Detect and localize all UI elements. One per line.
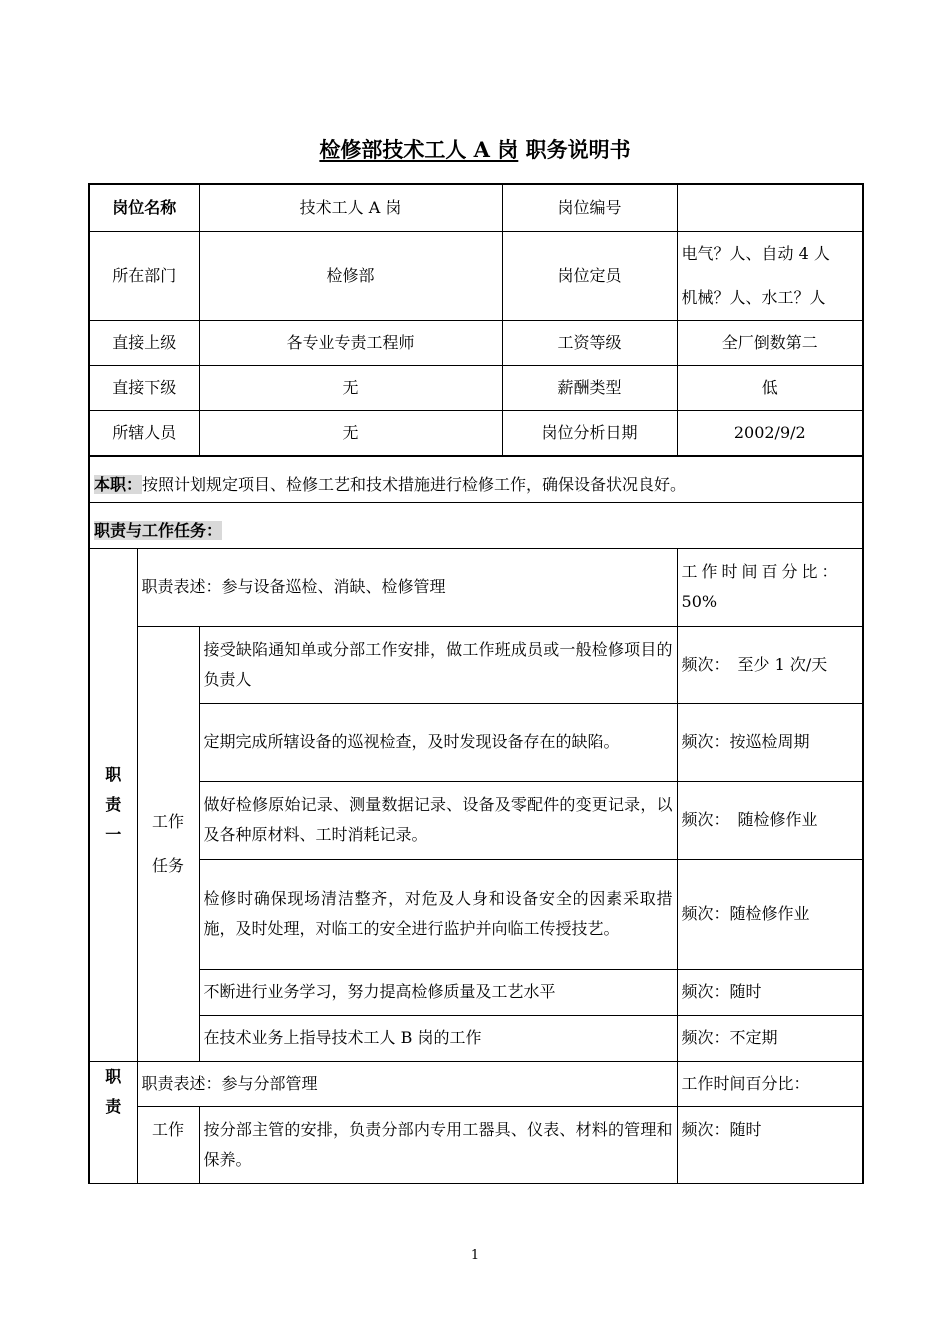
- managed-staff-value: 无: [199, 410, 502, 456]
- duty1-task-row: [89, 781, 863, 859]
- tasks-header: 职责与工作任务：: [94, 520, 223, 540]
- duty2-label-char-2: 责: [105, 1096, 122, 1116]
- subordinate-label: 直接下级: [89, 365, 199, 410]
- duty1-task-2-frequency: 频次：按巡检周期: [677, 703, 863, 781]
- info-row-subordinate: [89, 365, 863, 410]
- title-main: 检修部技术工人 A 岗: [319, 137, 519, 162]
- position-code-value: [677, 184, 863, 231]
- pay-type-label: 薪酬类型: [502, 365, 677, 410]
- grade-label: 工资等级: [502, 320, 677, 365]
- duty1-label-char-3: 一: [105, 824, 122, 844]
- tasks-header-row: [89, 502, 863, 548]
- superior-value: 各专业专责工程师: [199, 320, 502, 365]
- document-title: [0, 134, 950, 164]
- staffing-value: [677, 231, 863, 320]
- duty1-work-label-1: 工作: [152, 811, 185, 831]
- duty1-task-6-frequency: 频次：不定期: [677, 1015, 863, 1061]
- duty1-description: 职责表述：参与设备巡检、消缺、检修管理: [137, 548, 677, 626]
- department-label: 所在部门: [89, 231, 199, 320]
- tasks-header-cell: [89, 502, 863, 548]
- duty1-task-5: 不断进行业务学习，努力提高检修质量及工艺水平: [199, 969, 677, 1015]
- duty1-task-row: [89, 626, 863, 703]
- duty1-label-char-1: 职: [105, 764, 122, 784]
- duty2-percent-label: 工作时间百分比：: [677, 1061, 863, 1106]
- duty2-label-char-1: 职: [105, 1066, 122, 1086]
- title-suffix: 职务说明书: [518, 137, 631, 162]
- main-duty-row: [89, 456, 863, 502]
- duty1-task-row: [89, 859, 863, 969]
- pay-type-value: 低: [677, 365, 863, 410]
- duty1-label-char-2: 责: [105, 794, 122, 814]
- duty1-task-5-frequency: 频次：随时: [677, 969, 863, 1015]
- duty1-label: [89, 548, 137, 1061]
- duty1-description-row: [89, 548, 863, 626]
- duty2-work-label: 工作: [137, 1106, 199, 1183]
- analysis-date-label: 岗位分析日期: [502, 410, 677, 456]
- subordinate-value: 无: [199, 365, 502, 410]
- main-duty-label: 本职：: [94, 474, 143, 494]
- staffing-line-1: 电气？人、自动 4 人: [681, 243, 830, 263]
- duty2-description: 职责表述：参与分部管理: [137, 1061, 677, 1106]
- grade-value: 全厂倒数第二: [677, 320, 863, 365]
- job-description-table: [88, 183, 864, 1184]
- duty1-task-2: 定期完成所辖设备的巡视检查，及时发现设备存在的缺陷。: [199, 703, 677, 781]
- analysis-date-value: 2002/9/2: [677, 410, 863, 456]
- department-value: 检修部: [199, 231, 502, 320]
- duty1-task-row: [89, 969, 863, 1015]
- duty2-description-row: [89, 1061, 863, 1106]
- info-row-department: [89, 231, 863, 320]
- duty1-time-percent: [677, 548, 863, 626]
- staffing-line-2: 机械？人、水工？人: [681, 287, 826, 307]
- info-row-position: [89, 184, 863, 231]
- duty1-task-row: [89, 703, 863, 781]
- page-number: 1: [470, 1248, 480, 1263]
- duty1-task-3: 做好检修原始记录、测量数据记录、设备及零配件的变更记录，以及各种原材料、工时消耗记录。: [199, 781, 677, 859]
- duty1-percent-label: 工作时间百分比：: [681, 562, 842, 581]
- duty1-percent-value: 50%: [681, 592, 718, 611]
- staffing-label: 岗位定员: [502, 231, 677, 320]
- main-duty-text: 按照计划规定项目、检修工艺和技术措施进行检修工作，确保设备状况良好。: [142, 474, 687, 494]
- duty1-task-4: 检修时确保现场清洁整齐，对危及人身和设备安全的因素采取措施，及时处理，对临工的安全进行监护并向临工传授技艺。: [199, 859, 677, 969]
- info-row-managed: [89, 410, 863, 456]
- duty2-label: [89, 1061, 137, 1183]
- info-row-superior: [89, 320, 863, 365]
- duty1-task-row: [89, 1015, 863, 1061]
- duty1-task-1: 接受缺陷通知单或分部工作安排，做工作班成员或一般检修项目的负责人: [199, 626, 677, 703]
- position-code-label: 岗位编号: [502, 184, 677, 231]
- duty2-task-row: [89, 1106, 863, 1183]
- superior-label: 直接上级: [89, 320, 199, 365]
- managed-staff-label: 所辖人员: [89, 410, 199, 456]
- duty1-task-6: 在技术业务上指导技术工人 B 岗的工作: [199, 1015, 677, 1061]
- duty1-work-label-2: 任务: [152, 855, 185, 875]
- duty1-work-label: [137, 626, 199, 1061]
- duty1-task-4-frequency: 频次：随检修作业: [677, 859, 863, 969]
- position-name-label: 岗位名称: [89, 184, 199, 231]
- main-duty-cell: [89, 456, 863, 502]
- duty1-task-1-frequency: 频次： 至少 1 次/天: [677, 626, 863, 703]
- duty2-task-1-frequency: 频次：随时: [677, 1106, 863, 1183]
- duty2-task-1: 按分部主管的安排，负责分部内专用工器具、仪表、材料的管理和保养。: [199, 1106, 677, 1183]
- position-name-value: 技术工人 A 岗: [199, 184, 502, 231]
- duty1-task-3-frequency: 频次： 随检修作业: [677, 781, 863, 859]
